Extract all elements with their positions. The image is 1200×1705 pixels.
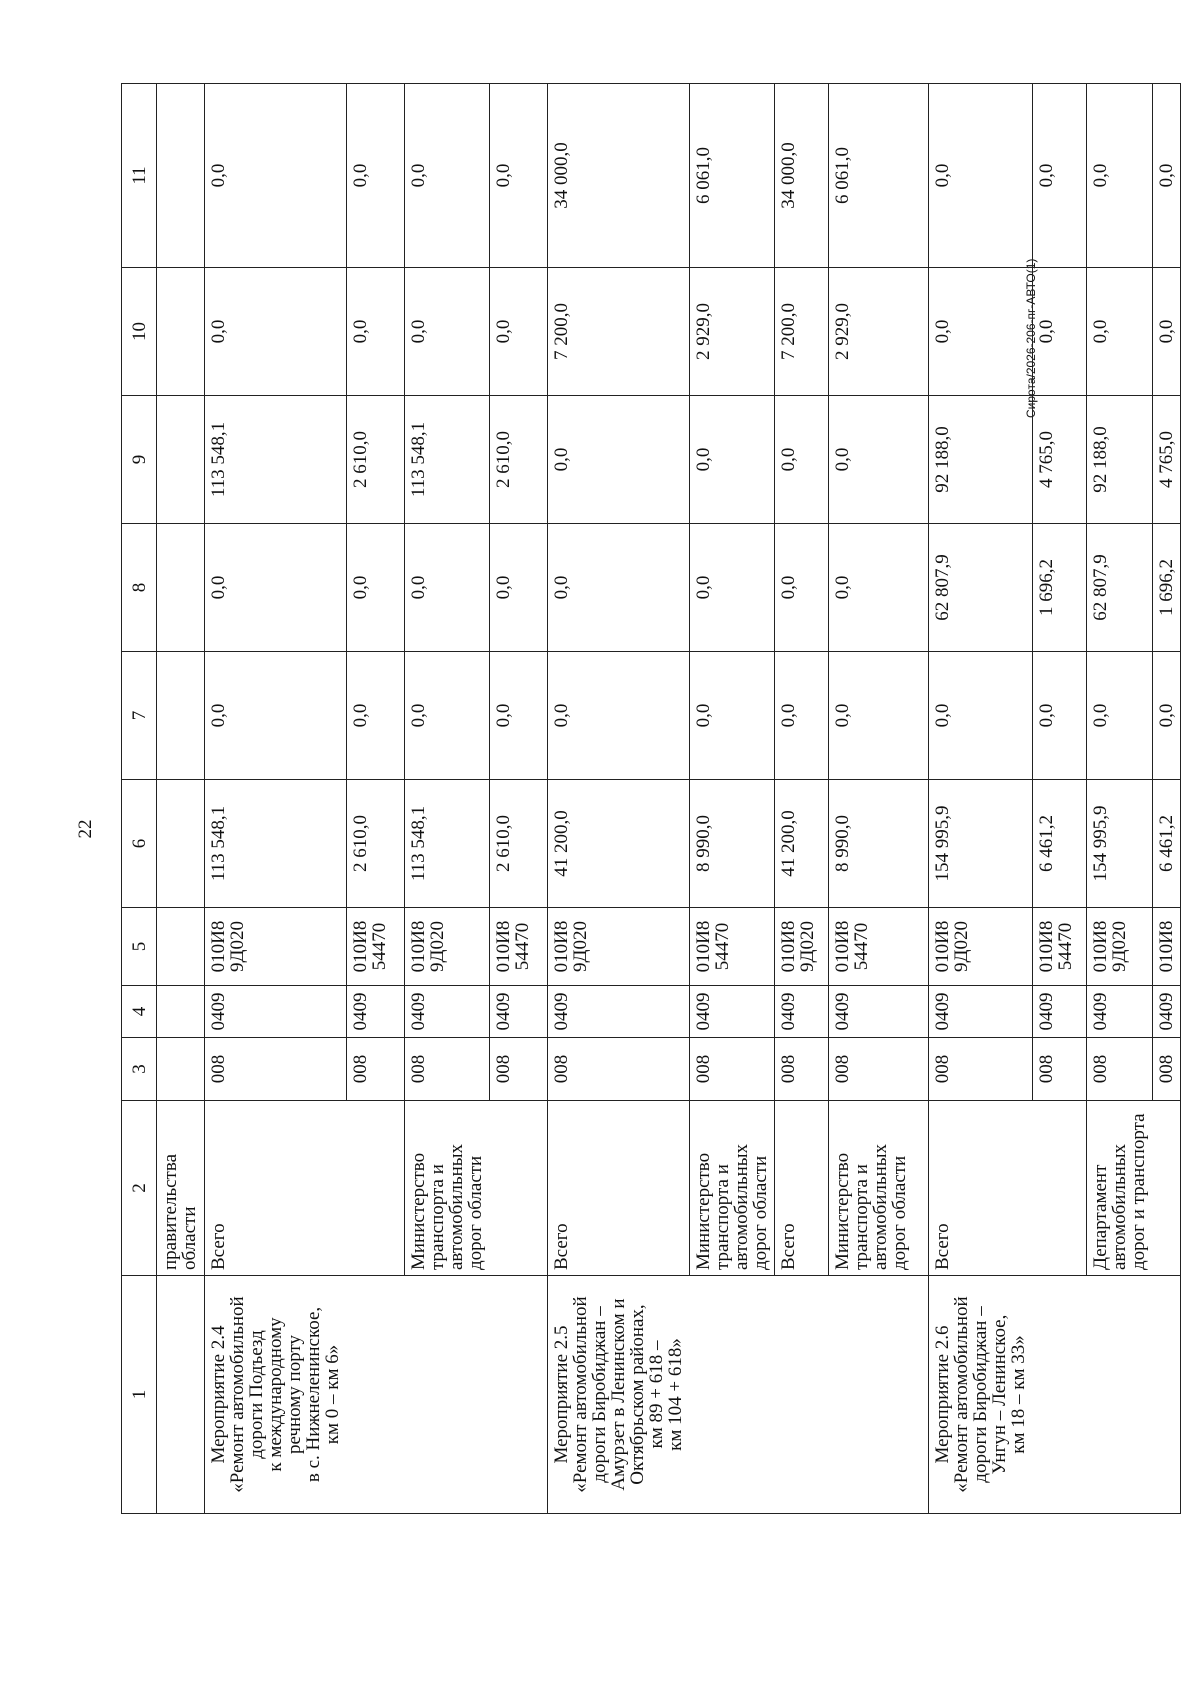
column-header: 1 [122, 1276, 157, 1514]
table-cell-col-11: 0,0 [490, 84, 548, 268]
table-cell-col-8: 0,0 [490, 524, 548, 652]
table-cell-col-10: 0,0 [1087, 268, 1153, 396]
table-cell-col-3: 008 [490, 1038, 548, 1101]
table-cell-col-3: 008 [1033, 1038, 1087, 1101]
table-cell-col-8: 0,0 [347, 524, 405, 652]
table-cell-col-2: Департамент автомобильных дорог и транспорта [1087, 1101, 1153, 1276]
column-header: 9 [122, 396, 157, 524]
table-cell-col-3: 008 [347, 1038, 405, 1101]
table-cell-col-3 [157, 1038, 205, 1101]
table-cell-col-8: 1 696,2 [1033, 524, 1087, 652]
table-cell-col-11: 0,0 [929, 84, 1033, 268]
table-cell-col-5: 010И8 54470 [690, 908, 775, 986]
table-cell-col-5: 010И8 54470 [1033, 908, 1087, 986]
table-row [157, 84, 205, 1514]
table-cell-col-5: 010И8 54470 [829, 908, 929, 986]
table-row [775, 84, 829, 1514]
table-cell-col-1 [690, 1276, 775, 1514]
table-cell-col-9: 4 765,0 [1153, 396, 1181, 524]
table-cell-col-7: 0,0 [775, 652, 829, 780]
table-cell-col-8: 62 807,9 [929, 524, 1033, 652]
table-header-row [122, 84, 157, 1514]
table-cell-col-9: 113 548,1 [205, 396, 347, 524]
table-cell-col-9: 2 610,0 [490, 396, 548, 524]
column-header: 6 [122, 780, 157, 908]
table-cell-col-1 [405, 1276, 490, 1514]
rotated-table-container [121, 84, 1177, 1514]
table-cell-col-1 [1087, 1276, 1153, 1514]
table-row [548, 84, 690, 1514]
table-cell-col-2 [490, 1101, 548, 1276]
table-cell-col-4: 0409 [347, 986, 405, 1038]
table-cell-col-9: 4 765,0 [1033, 396, 1087, 524]
table-cell-col-5: 010И8 9Д020 [405, 908, 490, 986]
table-cell-col-8: 1 696,2 [1153, 524, 1181, 652]
table-cell-col-3: 008 [829, 1038, 929, 1101]
table-cell-col-6: 2 610,0 [490, 780, 548, 908]
table-cell-col-6: 8 990,0 [829, 780, 929, 908]
table-cell-col-11: 0,0 [1087, 84, 1153, 268]
table-cell-col-3: 008 [775, 1038, 829, 1101]
table-cell-col-2: Министерство транспорта и автомобильных дорог области [405, 1101, 490, 1276]
table-cell-col-1 [347, 1276, 405, 1514]
table-cell-col-10: 7 200,0 [775, 268, 829, 396]
table-cell-col-4: 0409 [929, 986, 1033, 1038]
column-header: 4 [122, 986, 157, 1038]
table-cell-col-4: 0409 [548, 986, 690, 1038]
table-cell-col-1: Мероприятие 2.6 «Ремонт автомобильной дороги Биробиджан – Унгун – Ленинское, км 18 – км 33» [929, 1276, 1033, 1514]
table-cell-col-7: 0,0 [829, 652, 929, 780]
column-header: 8 [122, 524, 157, 652]
table-cell-col-11: 6 061,0 [690, 84, 775, 268]
table-row [490, 84, 548, 1514]
table-cell-col-2 [347, 1101, 405, 1276]
table-cell-col-7: 0,0 [929, 652, 1033, 780]
table-row [929, 84, 1033, 1514]
footer-text: Сирота/2026-206-пг-АВТО(1) [1024, 258, 1038, 418]
table-cell-col-10: 0,0 [205, 268, 347, 396]
table-cell-col-4: 0409 [1033, 986, 1087, 1038]
table-cell-col-6: 41 200,0 [775, 780, 829, 908]
table-cell-col-8: 0,0 [548, 524, 690, 652]
table-cell-col-3: 008 [929, 1038, 1033, 1101]
table-cell-col-5: 010И8 9Д020 [929, 908, 1033, 986]
table-row [1087, 84, 1153, 1514]
table-cell-col-4: 0409 [1153, 986, 1181, 1038]
table-cell-col-4: 0409 [490, 986, 548, 1038]
table-row [347, 84, 405, 1514]
table-cell-col-5: 010И8 9Д020 [1087, 908, 1153, 986]
table-cell-col-11: 0,0 [347, 84, 405, 268]
table-cell-col-9: 92 188,0 [1087, 396, 1153, 524]
table-cell-col-9: 92 188,0 [929, 396, 1033, 524]
table-cell-col-7: 0,0 [347, 652, 405, 780]
column-header: 11 [122, 84, 157, 268]
table-cell-col-7: 0,0 [405, 652, 490, 780]
table-cell-col-10: 0,0 [490, 268, 548, 396]
table-cell-col-10: 0,0 [1033, 268, 1087, 396]
table-cell-col-2: Министерство транспорта и автомобильных дорог области [690, 1101, 775, 1276]
column-header: 5 [122, 908, 157, 986]
table-cell-col-5: 010И8 9Д020 [205, 908, 347, 986]
table-cell-col-1 [1033, 1276, 1087, 1514]
table-row [829, 84, 929, 1514]
table-cell-col-2 [1033, 1101, 1087, 1276]
table-cell-col-2: правительства области [157, 1101, 205, 1276]
table-row [1153, 84, 1181, 1514]
table-cell-col-8: 0,0 [205, 524, 347, 652]
table-cell-col-2: Всего [775, 1101, 829, 1276]
table-cell-col-5: 010И8 [1153, 908, 1181, 986]
table-cell-col-6: 113 548,1 [405, 780, 490, 908]
table-cell-col-7: 0,0 [690, 652, 775, 780]
table-cell-col-1 [490, 1276, 548, 1514]
table-cell-col-8: 62 807,9 [1087, 524, 1153, 652]
table-cell-col-1: Мероприятие 2.5 «Ремонт автомобильной дороги Биробиджан – Амурзет в Ленинском и Октябрьском районах, км 89 + 618 – км 104 + 618» [548, 1276, 690, 1514]
table-cell-col-2: Министерство транспорта и автомобильных дорог области [829, 1101, 929, 1276]
table-cell-col-6: 154 995,9 [929, 780, 1033, 908]
table-cell-col-3: 008 [548, 1038, 690, 1101]
table-cell-col-10: 0,0 [405, 268, 490, 396]
table-cell-col-10: 0,0 [347, 268, 405, 396]
table-cell-col-11: 34 000,0 [548, 84, 690, 268]
table-cell-col-8: 0,0 [829, 524, 929, 652]
table-cell-col-11 [157, 84, 205, 268]
table-row [1033, 84, 1087, 1514]
table-cell-col-2: Всего [929, 1101, 1033, 1276]
table-cell-col-4: 0409 [205, 986, 347, 1038]
table-cell-col-4: 0409 [775, 986, 829, 1038]
page-number: 22 [75, 819, 96, 839]
table-cell-col-10: 2 929,0 [690, 268, 775, 396]
table-cell-col-10: 0,0 [929, 268, 1033, 396]
budget-table [121, 83, 1181, 1514]
table-cell-col-10: 0,0 [1153, 268, 1181, 396]
table-cell-col-9: 113 548,1 [405, 396, 490, 524]
table-cell-col-11: 6 061,0 [829, 84, 929, 268]
column-header: 3 [122, 1038, 157, 1101]
table-cell-col-6: 8 990,0 [690, 780, 775, 908]
table-cell-col-6: 154 995,9 [1087, 780, 1153, 908]
table-cell-col-3: 008 [690, 1038, 775, 1101]
table-row [405, 84, 490, 1514]
table-cell-col-2 [1153, 1101, 1181, 1276]
table-row [690, 84, 775, 1514]
table-cell-col-4: 0409 [690, 986, 775, 1038]
table-cell-col-11: 0,0 [1153, 84, 1181, 268]
table-cell-col-4: 0409 [829, 986, 929, 1038]
table-cell-col-9: 0,0 [775, 396, 829, 524]
table-cell-col-7 [157, 652, 205, 780]
table-cell-col-7: 0,0 [490, 652, 548, 780]
table-cell-col-7: 0,0 [205, 652, 347, 780]
table-cell-col-11: 0,0 [1033, 84, 1087, 268]
table-cell-col-9 [157, 396, 205, 524]
table-cell-col-3: 008 [205, 1038, 347, 1101]
table-cell-col-10: 2 929,0 [829, 268, 929, 396]
table-cell-col-7: 0,0 [1033, 652, 1087, 780]
table-cell-col-6 [157, 780, 205, 908]
table-cell-col-3: 008 [405, 1038, 490, 1101]
table-cell-col-7: 0,0 [1153, 652, 1181, 780]
table-cell-col-1: Мероприятие 2.4 «Ремонт автомобильной дороги Подъезд к международному речному порту в с. Нижнеленинское, км 0 – км 6» [205, 1276, 347, 1514]
table-row [205, 84, 347, 1514]
table-cell-col-6: 113 548,1 [205, 780, 347, 908]
table-cell-col-4 [157, 986, 205, 1038]
table-cell-col-1 [775, 1276, 829, 1514]
table-cell-col-4: 0409 [405, 986, 490, 1038]
table-cell-col-6: 2 610,0 [347, 780, 405, 908]
table-cell-col-6: 6 461,2 [1153, 780, 1181, 908]
table-cell-col-9: 0,0 [690, 396, 775, 524]
table-cell-col-1 [157, 1276, 205, 1514]
column-header: 10 [122, 268, 157, 396]
table-cell-col-5: 010И8 54470 [490, 908, 548, 986]
table-cell-col-1 [1153, 1276, 1181, 1514]
table-cell-col-7: 0,0 [548, 652, 690, 780]
table-cell-col-4: 0409 [1087, 986, 1153, 1038]
table-cell-col-6: 6 461,2 [1033, 780, 1087, 908]
table-cell-col-11: 34 000,0 [775, 84, 829, 268]
table-cell-col-9: 0,0 [829, 396, 929, 524]
column-header: 2 [122, 1101, 157, 1276]
table-cell-col-3: 008 [1153, 1038, 1181, 1101]
table-cell-col-11: 0,0 [205, 84, 347, 268]
table-cell-col-3: 008 [1087, 1038, 1153, 1101]
table-cell-col-5: 010И8 54470 [347, 908, 405, 986]
table-cell-col-6: 41 200,0 [548, 780, 690, 908]
table-cell-col-10: 7 200,0 [548, 268, 690, 396]
table-cell-col-1 [829, 1276, 929, 1514]
table-cell-col-11: 0,0 [405, 84, 490, 268]
table-cell-col-8 [157, 524, 205, 652]
table-cell-col-9: 0,0 [548, 396, 690, 524]
table-cell-col-8: 0,0 [690, 524, 775, 652]
table-cell-col-7: 0,0 [1087, 652, 1153, 780]
table-cell-col-9: 2 610,0 [347, 396, 405, 524]
table-cell-col-5: 010И8 9Д020 [548, 908, 690, 986]
table-cell-col-8: 0,0 [775, 524, 829, 652]
table-cell-col-5 [157, 908, 205, 986]
table-cell-col-2: Всего [548, 1101, 690, 1276]
table-cell-col-8: 0,0 [405, 524, 490, 652]
table-cell-col-10 [157, 268, 205, 396]
table-cell-col-2: Всего [205, 1101, 347, 1276]
table-cell-col-5: 010И8 9Д020 [775, 908, 829, 986]
column-header: 7 [122, 652, 157, 780]
